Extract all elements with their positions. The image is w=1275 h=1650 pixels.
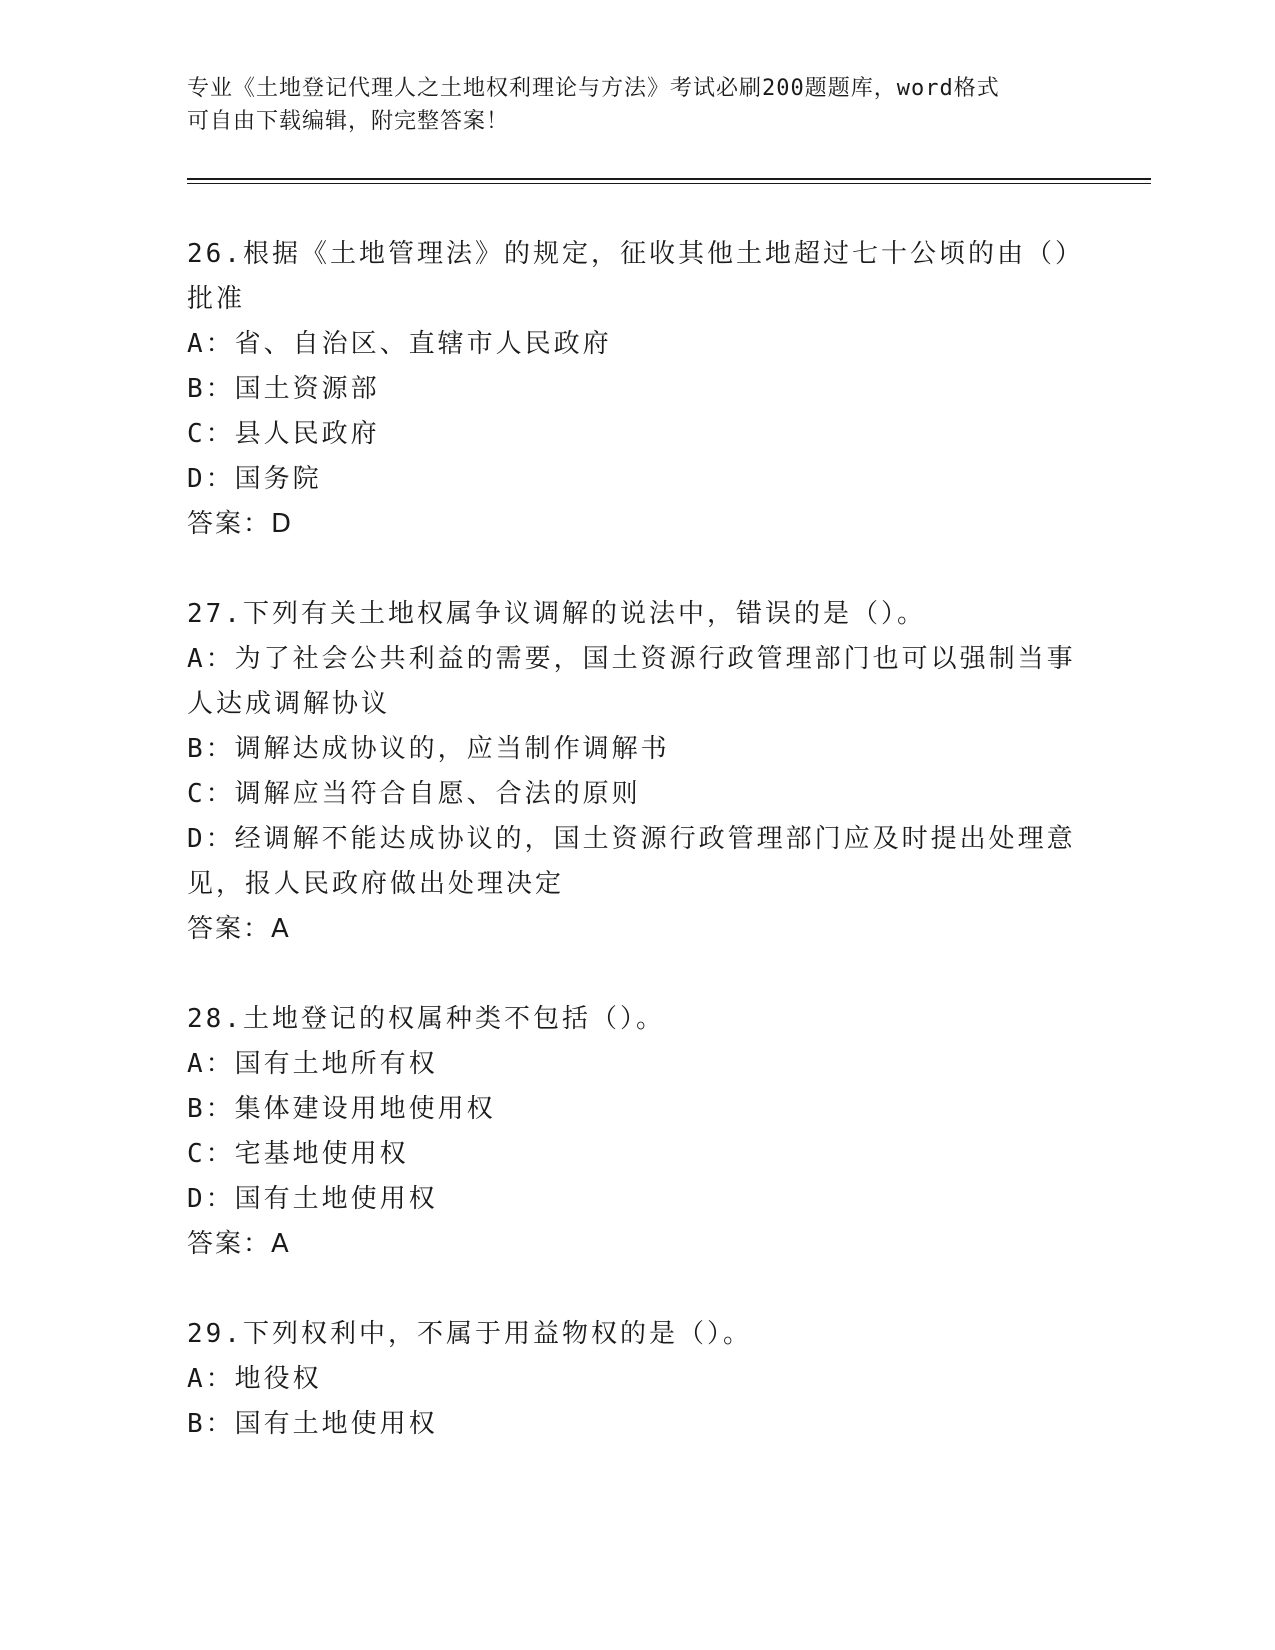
question-26 — [187, 232, 1077, 547]
option-b: B：国土资源部 — [187, 374, 380, 404]
question-stem: 29.下列权利中，不属于用益物权的是（）。 — [187, 1319, 752, 1349]
question-stem: 26.根据《土地管理法》的规定，征收其他土地超过七十公顷的由（）批准 — [187, 239, 1071, 314]
option-c: C：县人民政府 — [187, 419, 380, 449]
option-a: A：为了社会公共利益的需要，国土资源行政管理部门也可以强制当事人达成调解协议 — [187, 644, 1076, 719]
option-c: C：宅基地使用权 — [187, 1139, 409, 1169]
header-line-1: 专业《土地登记代理人之土地权利理论与方法》考试必刷200题题库，word格式 — [187, 76, 1000, 101]
question-list — [187, 232, 1077, 1447]
question-29 — [187, 1312, 1077, 1447]
option-b: B：集体建设用地使用权 — [187, 1094, 496, 1124]
option-b: B：调解达成协议的，应当制作调解书 — [187, 734, 670, 764]
header-divider-thick — [187, 178, 1151, 180]
option-d: D：经调解不能达成协议的，国土资源行政管理部门应及时提出处理意见，报人民政府做出处理决定 — [187, 824, 1076, 899]
document-header — [187, 72, 1067, 138]
option-a: A：地役权 — [187, 1364, 322, 1394]
option-d: D：国有土地使用权 — [187, 1184, 438, 1214]
question-28 — [187, 997, 1077, 1267]
answer-line: 答案：D — [187, 509, 294, 539]
option-d: D：国务院 — [187, 464, 322, 494]
option-b: B：国有土地使用权 — [187, 1409, 438, 1439]
header-line-2: 可自由下载编辑，附完整答案！ — [187, 109, 510, 134]
option-a: A：省、自治区、直辖市人民政府 — [187, 329, 612, 359]
question-stem: 28.土地登记的权属种类不包括（）。 — [187, 1004, 665, 1034]
header-divider-thin — [187, 183, 1151, 184]
answer-line: 答案：A — [187, 1229, 291, 1259]
option-c: C：调解应当符合自愿、合法的原则 — [187, 779, 641, 809]
question-27 — [187, 592, 1077, 952]
question-stem: 27.下列有关土地权属争议调解的说法中，错误的是（）。 — [187, 599, 926, 629]
option-a: A：国有土地所有权 — [187, 1049, 438, 1079]
answer-line: 答案：A — [187, 914, 291, 944]
